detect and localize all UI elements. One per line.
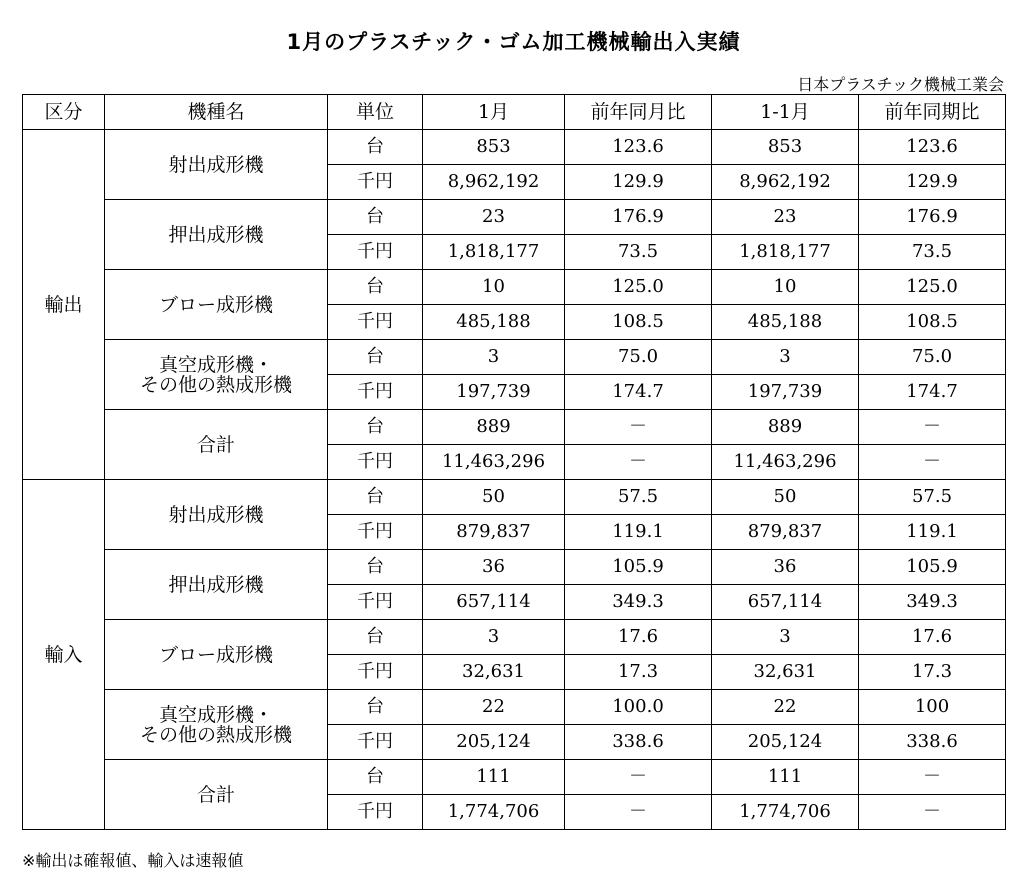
- header-machine: 機種名: [105, 95, 328, 130]
- table-row: [23, 480, 1006, 515]
- table-row: [23, 410, 1006, 445]
- cell-yoy-period: 105.9: [859, 550, 1006, 585]
- organization-name: 日本プラスチック機械工業会: [797, 75, 1004, 94]
- cell-cumulative: 111: [712, 760, 859, 795]
- cell-month: 111: [423, 760, 565, 795]
- cell-cumulative: 11,463,296: [712, 445, 859, 480]
- cell-cumulative: 32,631: [712, 655, 859, 690]
- cell-yoy-month: 75.0: [565, 340, 712, 375]
- cell-unit: 千円: [328, 795, 423, 830]
- table-row: [23, 340, 1006, 375]
- cell-unit: 千円: [328, 235, 423, 270]
- cell-cumulative: 657,114: [712, 585, 859, 620]
- cell-month: 11,463,296: [423, 445, 565, 480]
- cell-unit: 千円: [328, 445, 423, 480]
- machine-name: [105, 340, 328, 410]
- page-title: 1月のプラスチック・ゴム加工機械輸出入実績: [286, 30, 741, 54]
- cell-month: 36: [423, 550, 565, 585]
- section-label: 輸出: [23, 130, 105, 480]
- cell-yoy-period: 176.9: [859, 200, 1006, 235]
- cell-yoy-month: 17.3: [565, 655, 712, 690]
- cell-month: 853: [423, 130, 565, 165]
- cell-month: 1,818,177: [423, 235, 565, 270]
- cell-yoy-period: 349.3: [859, 585, 1006, 620]
- cell-unit: 台: [328, 340, 423, 375]
- cell-yoy-period: 174.7: [859, 375, 1006, 410]
- cell-yoy-month: 119.1: [565, 515, 712, 550]
- cell-month: 50: [423, 480, 565, 515]
- cell-unit: 千円: [328, 165, 423, 200]
- cell-month: 22: [423, 690, 565, 725]
- cell-unit: 千円: [328, 375, 423, 410]
- table-row: [23, 550, 1006, 585]
- cell-yoy-month: 105.9: [565, 550, 712, 585]
- cell-yoy-month: 176.9: [565, 200, 712, 235]
- cell-yoy-period: 17.6: [859, 620, 1006, 655]
- cell-cumulative: 3: [712, 340, 859, 375]
- cell-cumulative: 1,774,706: [712, 795, 859, 830]
- machine-name-line-2: その他の熱成形機: [139, 723, 292, 746]
- cell-yoy-period: 129.9: [859, 165, 1006, 200]
- cell-yoy-month: 174.7: [565, 375, 712, 410]
- cell-unit: 台: [328, 130, 423, 165]
- table-row: [23, 690, 1006, 725]
- machine-name-line-1: 真空成形機・: [158, 703, 273, 726]
- footnote: ※輸出は確報値、輸入は速報値: [22, 851, 244, 870]
- cell-yoy-month: 108.5: [565, 305, 712, 340]
- cell-month: 3: [423, 340, 565, 375]
- cell-cumulative: 36: [712, 550, 859, 585]
- cell-unit: 台: [328, 410, 423, 445]
- cell-yoy-period: －: [859, 445, 1006, 480]
- cell-cumulative: 8,962,192: [712, 165, 859, 200]
- table-row: [23, 270, 1006, 305]
- cell-unit: 台: [328, 690, 423, 725]
- machine-name: 合計: [105, 760, 328, 830]
- cell-cumulative: 10: [712, 270, 859, 305]
- cell-cumulative: 1,818,177: [712, 235, 859, 270]
- trade-statistics-table: [22, 94, 1006, 830]
- machine-name-line-2: その他の熱成形機: [139, 373, 292, 396]
- machine-name: 合計: [105, 410, 328, 480]
- machine-name-line-1: 真空成形機・: [158, 353, 273, 376]
- cell-cumulative: 3: [712, 620, 859, 655]
- cell-unit: 千円: [328, 655, 423, 690]
- cell-yoy-month: －: [565, 795, 712, 830]
- cell-month: 32,631: [423, 655, 565, 690]
- machine-name: 射出成形機: [105, 130, 328, 200]
- machine-name: 射出成形機: [105, 480, 328, 550]
- machine-name: 押出成形機: [105, 550, 328, 620]
- cell-unit: 千円: [328, 305, 423, 340]
- cell-month: 205,124: [423, 725, 565, 760]
- table-row: [23, 200, 1006, 235]
- cell-cumulative: 879,837: [712, 515, 859, 550]
- cell-yoy-month: 129.9: [565, 165, 712, 200]
- cell-yoy-period: 17.3: [859, 655, 1006, 690]
- cell-unit: 千円: [328, 515, 423, 550]
- machine-name: 押出成形機: [105, 200, 328, 270]
- table-row: [23, 620, 1006, 655]
- cell-month: 10: [423, 270, 565, 305]
- cell-cumulative: 889: [712, 410, 859, 445]
- cell-yoy-period: 75.0: [859, 340, 1006, 375]
- cell-yoy-month: －: [565, 410, 712, 445]
- cell-yoy-month: 17.6: [565, 620, 712, 655]
- cell-yoy-month: 123.6: [565, 130, 712, 165]
- cell-yoy-period: －: [859, 760, 1006, 795]
- cell-yoy-period: 125.0: [859, 270, 1006, 305]
- cell-unit: 台: [328, 760, 423, 795]
- cell-yoy-month: 349.3: [565, 585, 712, 620]
- table-row: [23, 130, 1006, 165]
- cell-yoy-period: 73.5: [859, 235, 1006, 270]
- cell-unit: 台: [328, 270, 423, 305]
- cell-month: 879,837: [423, 515, 565, 550]
- cell-unit: 台: [328, 200, 423, 235]
- cell-month: 197,739: [423, 375, 565, 410]
- cell-month: 8,962,192: [423, 165, 565, 200]
- cell-month: 889: [423, 410, 565, 445]
- cell-unit: 台: [328, 620, 423, 655]
- cell-yoy-month: 73.5: [565, 235, 712, 270]
- cell-yoy-period: 338.6: [859, 725, 1006, 760]
- header-unit: 単位: [328, 95, 423, 130]
- cell-yoy-month: 100.0: [565, 690, 712, 725]
- cell-yoy-period: 100: [859, 690, 1006, 725]
- cell-cumulative: 22: [712, 690, 859, 725]
- cell-cumulative: 853: [712, 130, 859, 165]
- table-row: [23, 760, 1006, 795]
- cell-cumulative: 205,124: [712, 725, 859, 760]
- machine-name: ブロー成形機: [105, 620, 328, 690]
- cell-yoy-month: －: [565, 760, 712, 795]
- header-section: 区分: [23, 95, 105, 130]
- cell-yoy-period: 108.5: [859, 305, 1006, 340]
- cell-month: 3: [423, 620, 565, 655]
- cell-unit: 台: [328, 550, 423, 585]
- header-yoy-month: 前年同月比: [565, 95, 712, 130]
- cell-yoy-period: －: [859, 795, 1006, 830]
- cell-yoy-month: 338.6: [565, 725, 712, 760]
- cell-yoy-period: 57.5: [859, 480, 1006, 515]
- machine-name: [105, 690, 328, 760]
- cell-yoy-period: －: [859, 410, 1006, 445]
- cell-month: 485,188: [423, 305, 565, 340]
- cell-cumulative: 23: [712, 200, 859, 235]
- header-row: [23, 95, 1006, 130]
- header-month: 1月: [423, 95, 565, 130]
- cell-month: 657,114: [423, 585, 565, 620]
- machine-name: ブロー成形機: [105, 270, 328, 340]
- cell-yoy-period: 123.6: [859, 130, 1006, 165]
- cell-yoy-month: －: [565, 445, 712, 480]
- cell-cumulative: 485,188: [712, 305, 859, 340]
- cell-unit: 台: [328, 480, 423, 515]
- cell-month: 23: [423, 200, 565, 235]
- cell-unit: 千円: [328, 725, 423, 760]
- cell-yoy-period: 119.1: [859, 515, 1006, 550]
- cell-yoy-month: 125.0: [565, 270, 712, 305]
- cell-cumulative: 50: [712, 480, 859, 515]
- cell-yoy-month: 57.5: [565, 480, 712, 515]
- section-label: 輸入: [23, 480, 105, 830]
- cell-unit: 千円: [328, 585, 423, 620]
- cell-cumulative: 197,739: [712, 375, 859, 410]
- header-yoy-period: 前年同期比: [859, 95, 1006, 130]
- cell-month: 1,774,706: [423, 795, 565, 830]
- header-cumulative: 1-1月: [712, 95, 859, 130]
